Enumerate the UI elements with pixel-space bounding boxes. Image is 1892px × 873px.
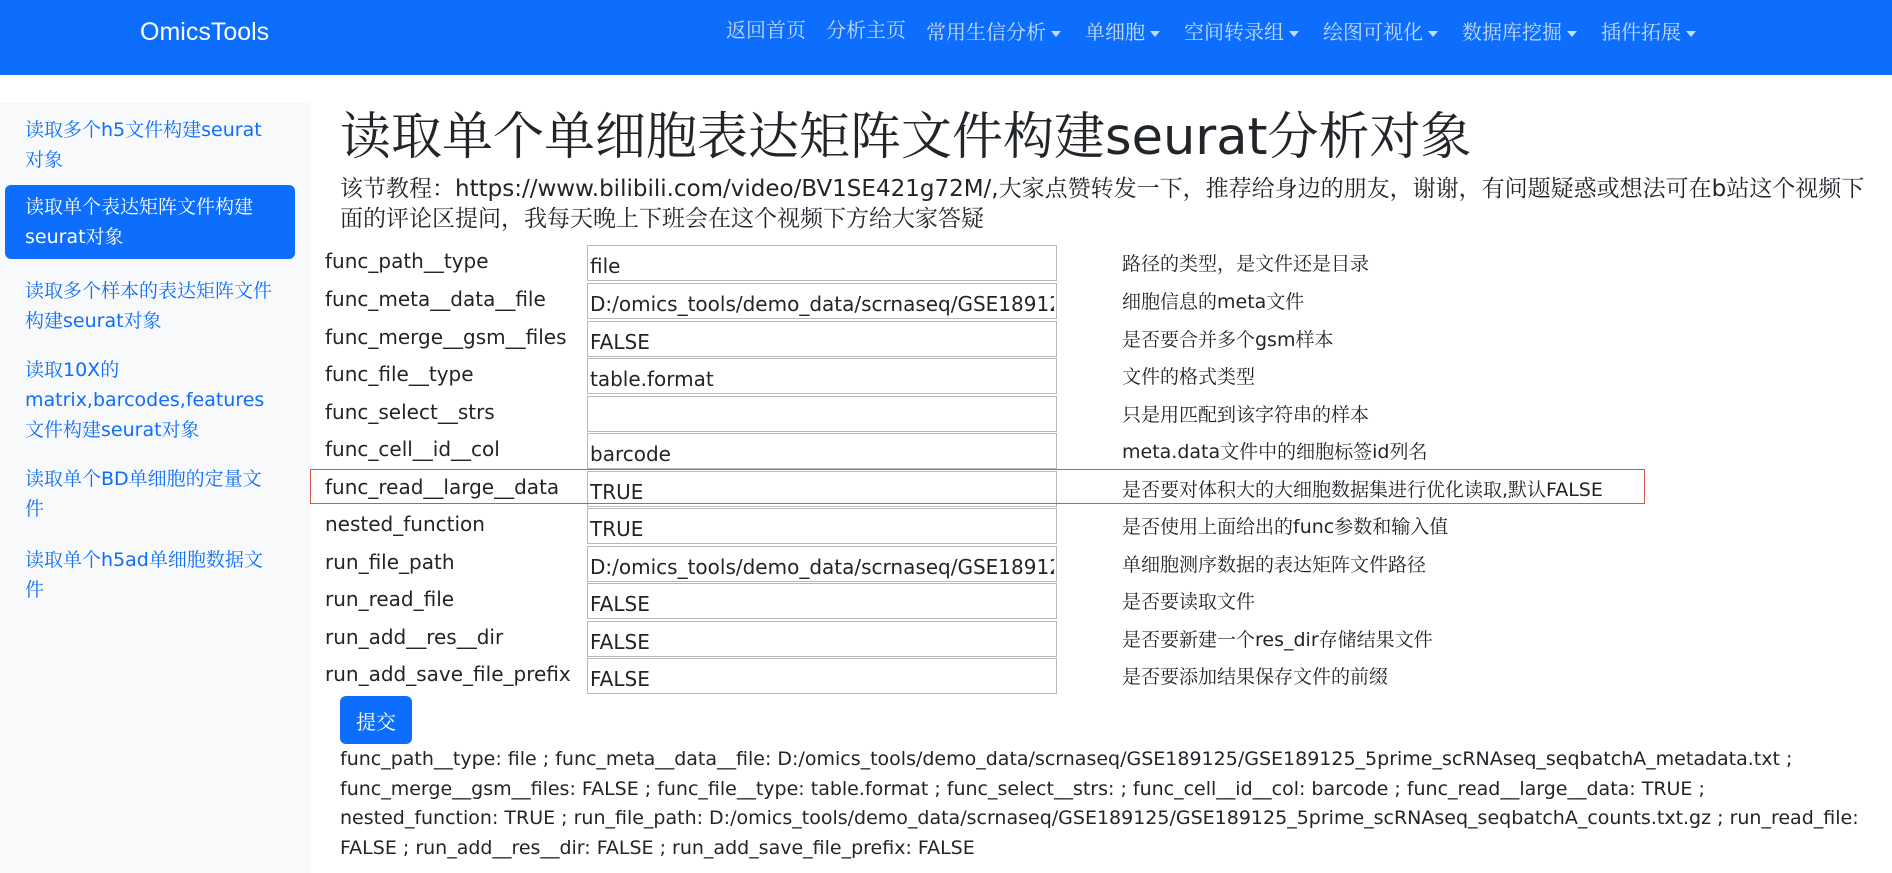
sidebar-item-10x[interactable]: 读取10X的matrix,barcodes,features文件构建seurat对象 [25,359,265,441]
param-input-select-strs[interactable] [587,396,1057,432]
param-input-nested-function[interactable] [587,508,1057,544]
param-label: func_read__large__data [325,475,560,499]
param-input-path-type[interactable] [587,245,1057,281]
param-description: 是否要添加结果保存文件的前缀 [1122,666,1389,688]
sidebar-item-multi-h5[interactable]: 读取多个h5文件构建seurat对象 [25,119,262,171]
caret-down-icon [1289,31,1299,37]
nav-dropdown-common-bioinfo[interactable]: 常用生信分析 [926,16,1061,45]
param-row [310,319,1650,357]
sidebar-item-multi-matrix[interactable]: 读取多个样本的表达矩阵文件构建seurat对象 [25,280,273,332]
param-row [310,506,1650,544]
param-description: 是否要合并多个gsm样本 [1122,329,1334,351]
param-input-merge-gsm-files[interactable] [587,321,1057,357]
brand-logo[interactable]: OmicsTools [140,18,270,46]
param-label: func_merge__gsm__files [325,325,567,349]
param-label: func_select__strs [325,400,495,424]
nav-home-link[interactable]: 返回首页 [726,18,806,42]
nav-dropdown-visualization[interactable]: 绘图可视化 [1323,16,1438,45]
param-label: func_cell__id__col [325,437,500,461]
param-input-save-file-prefix[interactable] [587,658,1057,694]
param-label: func_path__type [325,249,489,273]
param-input-run-read-file[interactable] [587,583,1057,619]
param-description: meta.data文件中的细胞标签id列名 [1122,441,1428,463]
param-row [310,356,1650,394]
param-label: run_file_path [325,550,455,574]
param-description: 细胞信息的meta文件 [1122,291,1305,313]
param-input-run-file-path[interactable] [587,546,1057,582]
nav-dropdown-single-cell[interactable]: 单细胞 [1085,16,1160,45]
nav-dropdown-spatial[interactable]: 空间转录组 [1184,16,1299,45]
result-output: func_path__type: file ; func_meta__data__file: D:/omics_tools/demo_data/scrnaseq/GSE189125/GSE189125_5prime_scRNAseq_seqbatchA_metadata.txt ; func_merge__gsm__files: FALSE ; func_file__type: table.format ; func_select__strs: ; func_cell__id__col: barcode ; func_read__large__data: TRUE ; nested_function: TRUE ; run_file_path: D:/omics_tools/demo_data/scrnaseq/GSE189125/GSE189125_5prime_scRNAseq_seqbatchA_counts.txt.gz ; run_read_file: FALSE ; run_add__res__dir: FALSE ; run_add_save_file_prefix: FALSE [340,748,1859,859]
param-description: 是否要新建一个res_dir存储结果文件 [1122,629,1433,651]
param-label: run_add_save_file_prefix [325,662,571,686]
param-input-cell-id-col[interactable] [587,433,1057,469]
param-input-file-type[interactable] [587,358,1057,394]
param-row [310,544,1650,582]
nav-dropdown-database[interactable]: 数据库挖掘 [1462,16,1577,45]
sidebar-item-single-matrix[interactable]: 读取单个表达矩阵文件构建seurat对象 [5,185,295,259]
param-row [310,281,1650,319]
param-label: run_read_file [325,587,455,611]
param-label: run_add__res__dir [325,625,504,649]
param-description: 只是用匹配到该字符串的样本 [1122,404,1370,426]
nav-dropdown-plugins[interactable]: 插件拓展 [1601,16,1696,45]
param-input-read-large-data[interactable] [587,471,1057,507]
caret-down-icon [1150,31,1160,37]
param-description: 单细胞测序数据的表达矩阵文件路径 [1122,554,1427,576]
param-row [310,656,1650,694]
caret-down-icon [1567,31,1577,37]
caret-down-icon [1051,31,1061,37]
caret-down-icon [1428,31,1438,37]
submit-button[interactable]: 提交 [340,696,412,744]
param-row [310,394,1650,432]
param-description: 是否要对体积大的大细胞数据集进行优化读取,默认FALSE [1122,479,1603,501]
param-row [310,619,1650,657]
param-description: 是否使用上面给出的func参数和输入值 [1122,516,1449,538]
param-label: nested_function [325,512,485,536]
top-navbar [0,0,1892,75]
nav-analysis-link[interactable]: 分析主页 [826,18,906,42]
caret-down-icon [1686,31,1696,37]
sidebar-item-bd[interactable]: 读取单个BD单细胞的定量文件 [25,468,262,520]
sidebar-item-h5ad[interactable]: 读取单个h5ad单细胞数据文件 [25,549,263,601]
sidebar [0,103,310,873]
param-row [310,431,1650,469]
param-row [310,469,1650,507]
param-description: 路径的类型，是文件还是目录 [1122,253,1370,275]
nav-links [726,16,1720,45]
tutorial-intro: 该节教程：https://www.bilibili.com/video/BV1SE421g72M/,大家点赞转发一下，推荐给身边的朋友，谢谢，有问题疑惑或想法可在b站这个视频下面的评论区提问，我每天晚上下班会在这个视频下方给大家答疑 [340,176,1865,232]
param-description: 是否要读取文件 [1122,591,1256,613]
param-description: 文件的格式类型 [1122,366,1256,388]
param-input-add-res-dir[interactable] [587,621,1057,657]
page-title: 读取单个单细胞表达矩阵文件构建seurat分析对象 [340,108,1472,167]
param-label: func_meta__data__file [325,287,546,311]
param-input-meta-data-file[interactable] [587,283,1057,319]
param-row [310,243,1650,281]
param-label: func_file__type [325,362,474,386]
param-row [310,581,1650,619]
